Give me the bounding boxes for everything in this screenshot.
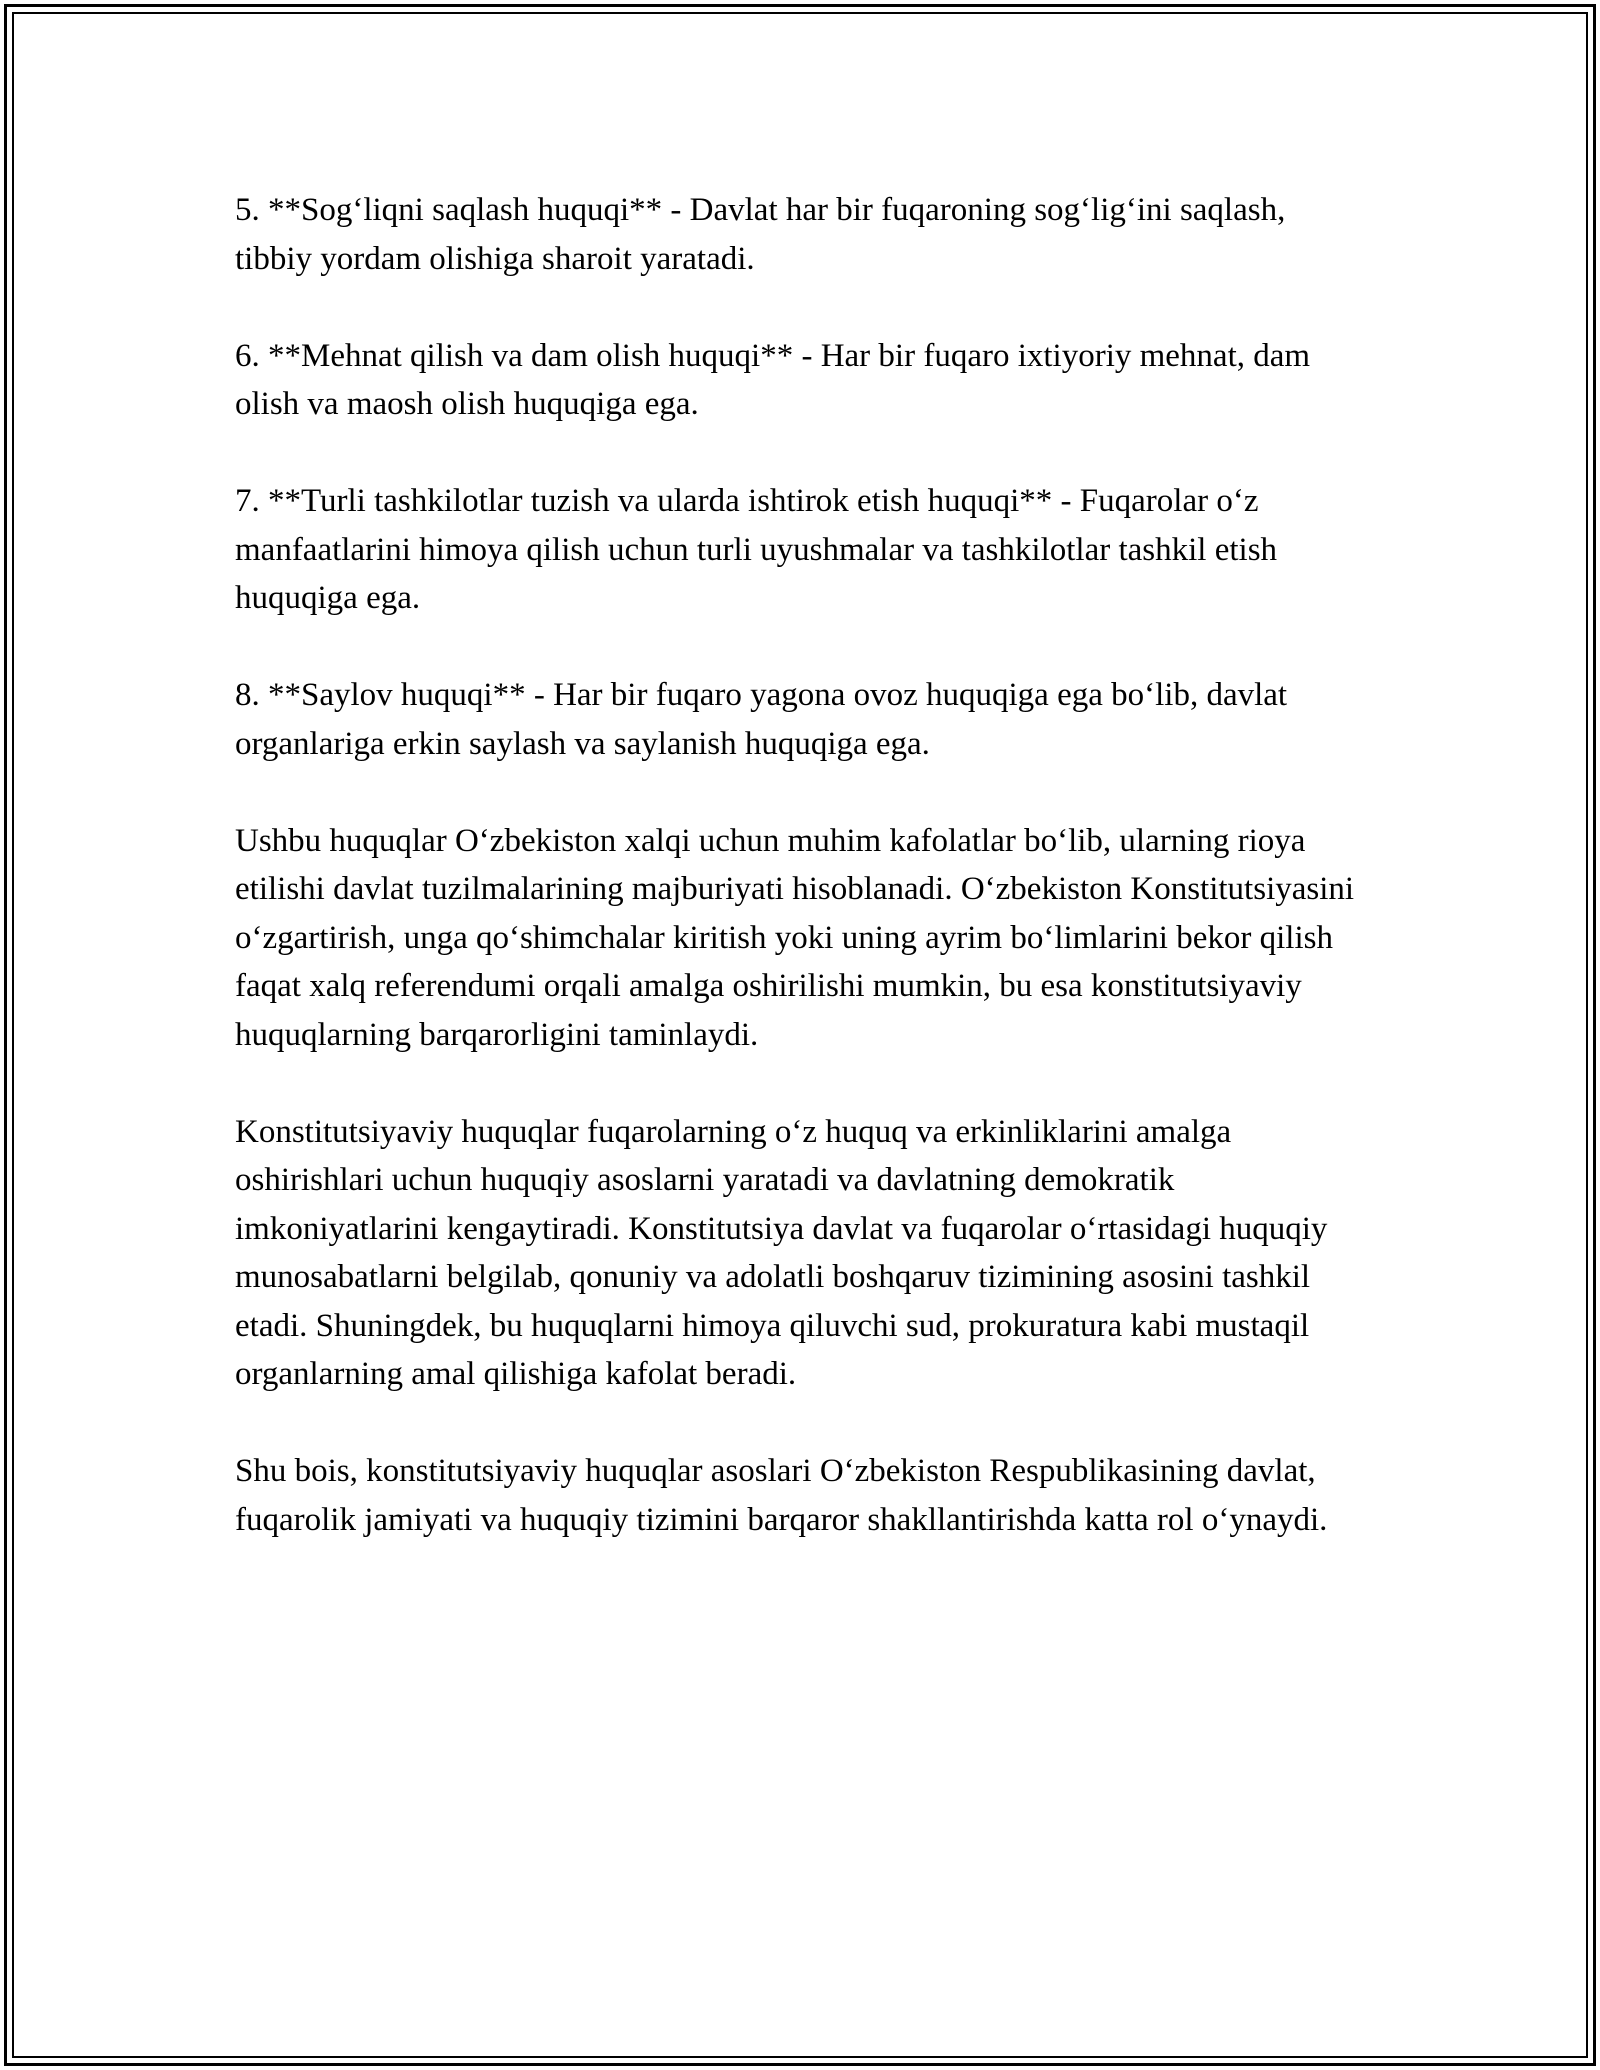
document-body <box>235 186 1365 1593</box>
paragraph-guarantees: Ushbu huquqlar O‘zbekiston xalqi uchun muhim kafolatlar bo‘lib, ularning rioya etilishi davlat tuzilmalarining majburiyati hisoblanadi. O‘zbekiston Konstitutsiyasini o‘zgartirish, unga qo‘shimchalar kiritish yoki uning ayrim bo‘limlarini bekor qilish faqat xalq referendumi orqali amalga oshirilishi mumkin, bu esa konstitutsiyaviy huquqlarning barqarorligini taminlaydi. <box>235 822 1355 1053</box>
list-item-health-right: 5. **Sog‘liqni saqlash huquqi** - Davlat har bir fuqaroning sog‘lig‘ini saqlash, tibbiy yordam olishiga sharoit yaratadi. <box>235 192 1286 277</box>
list-item-organization-right: 7. **Turli tashkilotlar tuzish va ularda ishtirok etish huquqi** - Fuqarolar o‘z manfaatlarini himoya qilish uchun turli uyushmalar va tashkilotlar tashkil etish huquqiga ega. <box>235 483 1278 616</box>
list-item-election-right: 8. **Saylov huquqi** - Har bir fuqaro yagona ovoz huquqiga ega bo‘lib, davlat organlariga erkin saylash va saylanish huquqiga ega. <box>235 677 1288 762</box>
paragraph-constitutional-rights: Konstitutsiyaviy huquqlar fuqarolarning o‘z huquq va erkinliklarini amalga oshirishlari uchun huquqiy asoslarni yaratadi va davlatning demokratik imkoniyatlarini kengaytiradi. Konstitutsiya davlat va fuqarolar o‘rtasidagi huquqiy munosabatlarni belgilab, qonuniy va adolatli boshqaruv tizimining asosini tashkil etadi. Shuningdek, bu huquqlarni himoya qiluvchi sud, prokuratura kabi mustaqil organlarning amal qilishiga kafolat beradi. <box>235 1113 1328 1392</box>
list-item-work-rest-right: 6. **Mehnat qilish va dam olish huquqi** - Har bir fuqaro ixtiyoriy mehnat, dam olish va maosh olish huquqiga ega. <box>235 337 1311 422</box>
paragraph-conclusion: Shu bois, konstitutsiyaviy huquqlar asoslari O‘zbekiston Respublikasining davlat, fuqarolik jamiyati va huquqiy tizimini barqaror shakllantirishda katta rol o‘ynaydi. <box>235 1453 1328 1538</box>
